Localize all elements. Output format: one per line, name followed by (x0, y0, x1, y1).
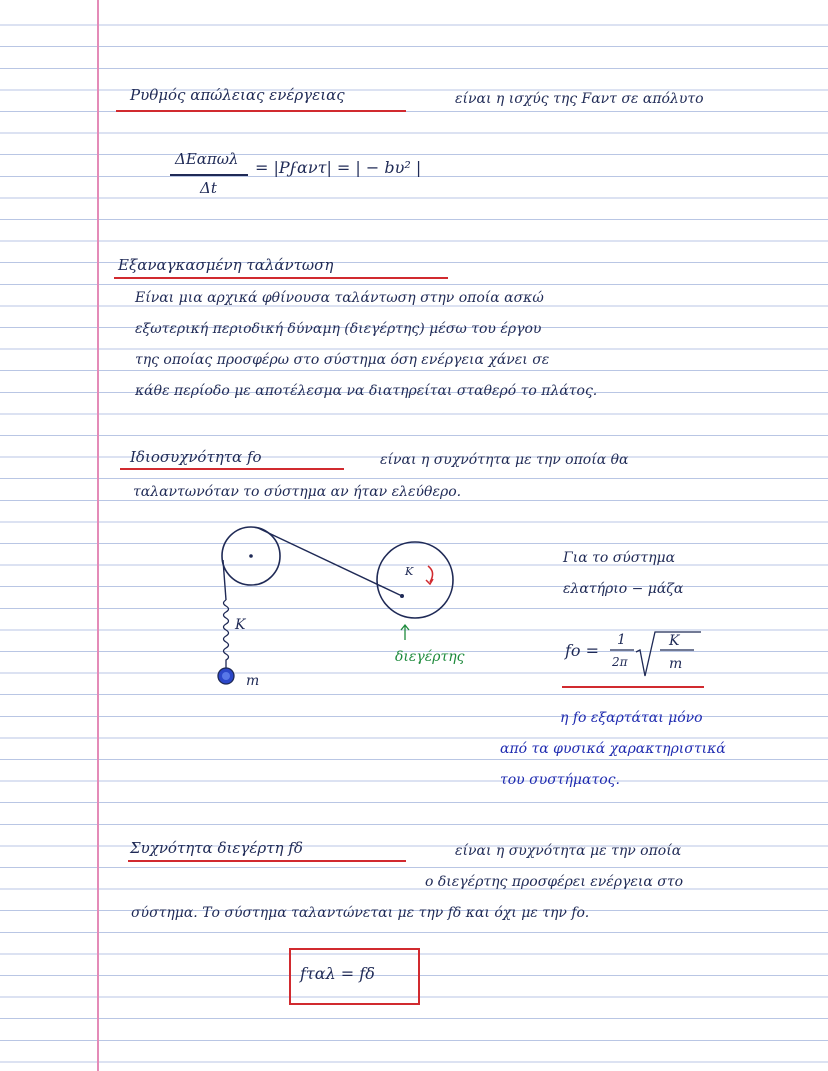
exciter-frequency-text: είναι η συχνότητα με την οποία (455, 843, 682, 859)
spring-label: K (235, 617, 246, 633)
paragraph-line: Είναι μια αρχικά φθίνουσα ταλάντωση στην οποία ασκώ (135, 290, 544, 306)
side-note-line: Για το σύστημα (563, 550, 676, 566)
mass-label: m (246, 673, 260, 689)
paragraph-line: της οποίας προσφέρω στο σύστημα όση ενέργεια χάνει σε (135, 352, 550, 368)
formula-denominator: Δt (200, 179, 217, 197)
wheel-label: K (405, 565, 414, 578)
formula-fo-lhs: fo = (565, 641, 600, 660)
exciter-frequency-text: ο διεγέρτης προσφέρει ενέργεια στο (425, 874, 684, 890)
formula-frac-den: 2π (612, 655, 628, 669)
formula-rhs: = |Pϝαντ| = | − bυ² | (255, 158, 422, 177)
heading-energy-loss-rate: Ρυθμός απώλειας ενέργειας (130, 86, 345, 104)
exciter-frequency-text: σύστημα. Το σύστημα ταλαντώνεται με την fδ και όχι με την fo. (131, 905, 590, 921)
heading-underline (128, 860, 406, 862)
spring (224, 600, 229, 668)
formula-root-den: m (669, 656, 683, 672)
formula-underline (562, 686, 704, 688)
blue-note-line: του συστήματος. (500, 772, 620, 788)
blue-note-line: η fo εξαρτάται μόνο (560, 710, 703, 726)
result-formula: fταλ = fδ (300, 964, 375, 983)
exciter-wheel (377, 542, 453, 618)
paragraph-line: κάθε περίοδο με αποτέλεσμα να διατηρείται σταθερό το πλάτος. (135, 383, 598, 399)
side-note-line: ελατήριο − μάζα (563, 581, 684, 597)
blue-note-line: από τα φυσικά χαρακτηριστικά (500, 741, 726, 757)
formula-numerator: ΔEαπωλ (175, 150, 239, 168)
paragraph-line: εξωτερική περιοδική δύναμη (διεγέρτης) μέσω του έργου (135, 321, 542, 337)
natural-frequency-text: ταλαντωνόταν το σύστημα αν ήταν ελεύθερο. (133, 484, 462, 500)
formula-frac-num: 1 (617, 632, 626, 648)
energy-loss-definition: είναι η ισχύς της Fαντ σε απόλυτο (455, 91, 704, 107)
mass-ball-highlight (222, 672, 230, 680)
formula-root-num: K (669, 633, 680, 649)
heading-exciter-frequency: Συχνότητα διεγέρτη fδ (130, 839, 303, 857)
natural-frequency-text: είναι η συχνότητα με την οποία θα (380, 452, 629, 468)
pulley-axle (249, 554, 253, 558)
exciter-label: διεγέρτης (395, 649, 465, 665)
heading-natural-frequency: Ιδιοσυχνότητα fo (130, 448, 262, 466)
heading-forced-oscillation: Εξαναγκασμένη ταλάντωση (118, 256, 334, 274)
